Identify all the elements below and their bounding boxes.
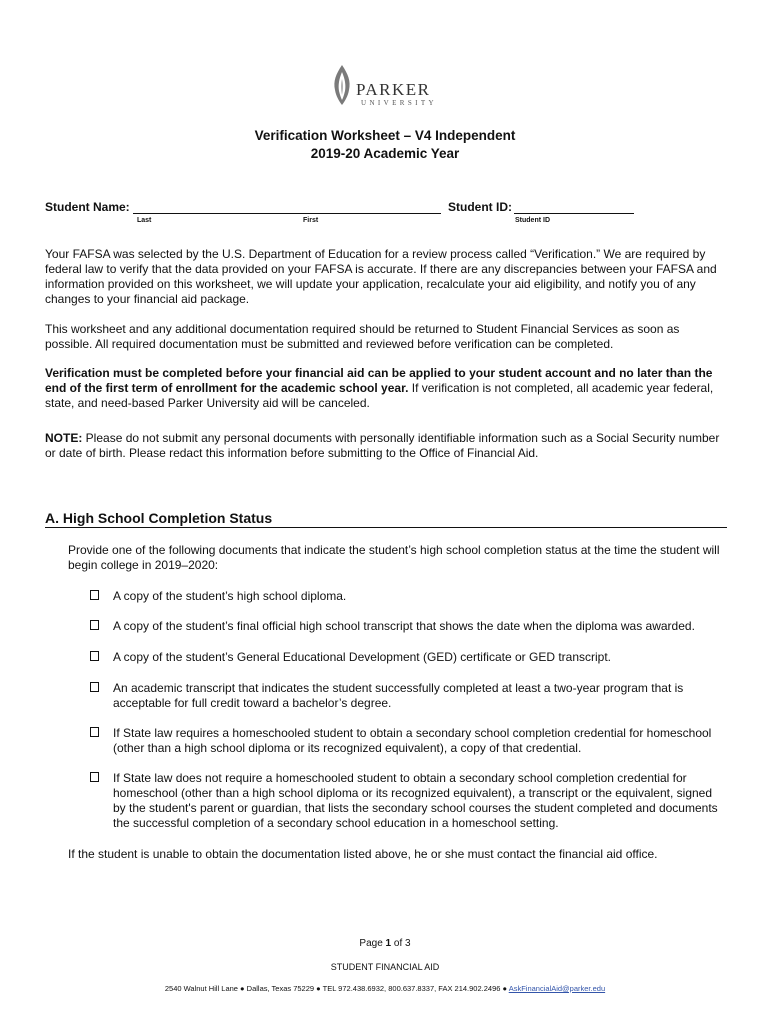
page-number (0, 938, 770, 949)
option-label: If State law does not require a homeschooled student to obtain a secondary school completion credential for homeschool (other than a high school diploma or its recognized equivalent), a transcript or the equivalent, signed by the student's parent or guardian, that lists the secondary school courses the student completed and documents the successful completion of a secondary school education in a homeschool setting. (113, 771, 718, 830)
student-id-caption: Student ID (515, 217, 550, 224)
section-a-instructions: Provide one of the following documents that indicate the student’s high school completion status at the time the student will begin college in 2019–2020: (68, 543, 720, 572)
student-name-field[interactable] (133, 213, 441, 214)
section-a-closing: If the student is unable to obtain the documentation listed above, he or she must contact the financial aid office. (68, 847, 658, 861)
parker-logo (328, 62, 468, 112)
logo-wordmark: PARKER (356, 80, 431, 99)
deadline-bold-text: Verification must be completed before your financial aid can be applied to your student account and no later than the end of the first term of enrollment for the academic school year. (45, 366, 713, 395)
page-total: 3 (405, 938, 411, 949)
flame-logo-icon (330, 64, 354, 106)
homeschool-transcript-checkbox[interactable] (90, 772, 99, 782)
student-id-field[interactable] (514, 213, 634, 214)
option-label: A copy of the student’s General Educational Development (GED) certificate or GED transcript. (113, 650, 612, 664)
note-text: Please do not submit any personal documents with personally identifiable information such as a Social Security number or date of birth. Please redact this information before submitting to the Office of Financial Aid. (45, 431, 720, 460)
transcript-checkbox[interactable] (90, 620, 99, 630)
logo-subtitle: UNIVERSITY (361, 99, 437, 107)
deadline-rest-text: If verification is not completed, all academic year federal, state, and need-based Parker University aid will be canceled. (45, 381, 714, 410)
option-label: A copy of the student’s final official high school transcript that shows the date when the diploma was awarded. (113, 619, 695, 633)
option-label: A copy of the student’s high school diploma. (113, 589, 347, 603)
first-name-caption: First (303, 217, 319, 224)
page-prefix: Page (359, 938, 386, 949)
footer-address: 2540 Walnut Hill Lane ● Dallas, Texas 75229 ● TEL 972.438.6932, 800.637.8337, FAX 214.902.2496 ● (164, 984, 509, 993)
section-a-divider (45, 527, 727, 528)
diploma-checkbox[interactable] (90, 590, 99, 600)
option-label: An academic transcript that indicates the student successfully completed at least a two-year program that is acceptable for full credit toward a bachelor’s degree. (113, 681, 684, 710)
note-paragraph (45, 431, 730, 461)
note-label: NOTE: (45, 431, 83, 445)
homeschool-credential-checkbox[interactable] (90, 727, 99, 737)
financial-aid-email-link[interactable]: AskFinancialAid@parker.edu (508, 984, 606, 993)
option-label: If State law requires a homeschooled student to obtain a secondary school completion credential for homeschool (other than a high school diploma or its recognized equivalent), a copy of that credential. (113, 726, 712, 755)
section-a-heading: A. High School Completion Status (45, 510, 273, 526)
student-name-label: Student Name: (45, 200, 130, 214)
footer-contact (0, 984, 770, 993)
academic-transcript-checkbox[interactable] (90, 682, 99, 692)
deadline-paragraph (45, 366, 730, 411)
page-current: 1 (385, 938, 392, 949)
ged-checkbox[interactable] (90, 651, 99, 661)
last-name-caption: Last (137, 217, 152, 224)
return-instructions-paragraph: This worksheet and any additional documentation required should be returned to Student Financial Services as soon as possible. All required documentation must be submitted and reviewed before verification can be completed. (45, 322, 680, 351)
page-mid: of (391, 938, 406, 949)
document-subtitle: 2019-20 Academic Year (310, 146, 460, 161)
student-id-label: Student ID: (448, 200, 512, 214)
footer-office: STUDENT FINANCIAL AID (330, 962, 440, 972)
intro-paragraph: Your FAFSA was selected by the U.S. Department of Education for a review process called “Verification.” We are required by federal law to verify that the data provided on your FAFSA is accurate. If there are any discrepancies between your FAFSA and information provided on this worksheet, we will update your application, recalculate your aid eligibility, and notify you of any changes to your financial aid package. (45, 247, 717, 306)
document-title: Verification Worksheet – V4 Independent (254, 128, 516, 143)
